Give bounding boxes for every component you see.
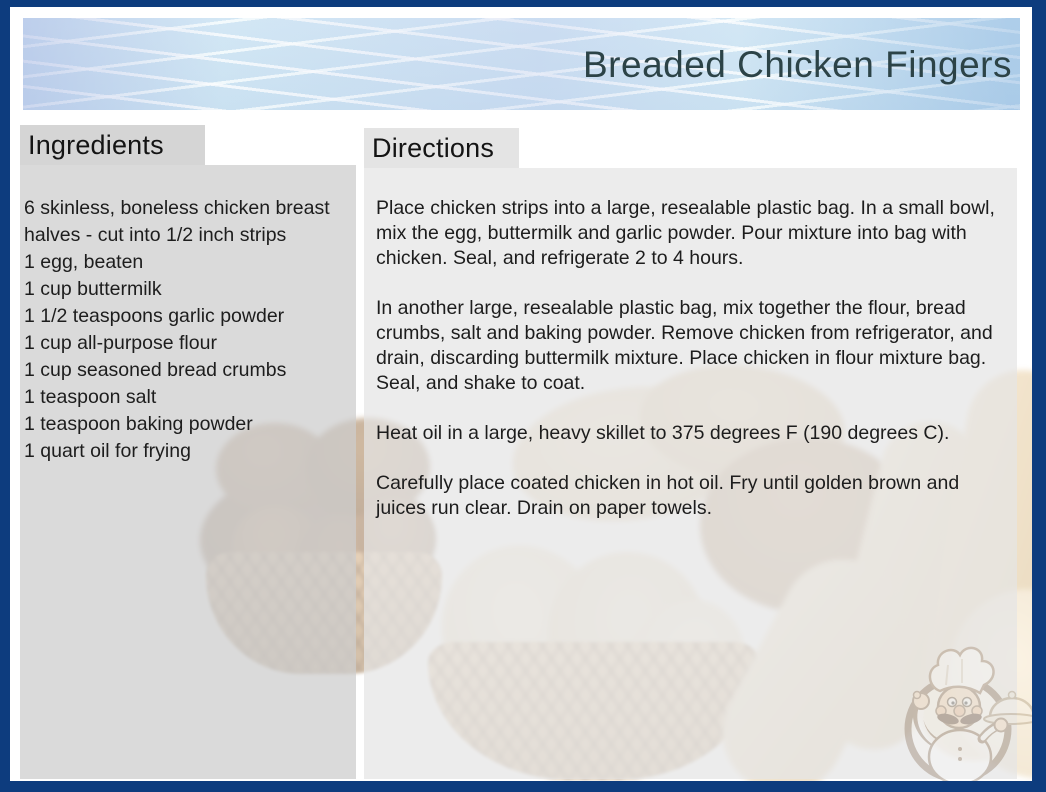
ingredient-item: 6 skinless, boneless chicken breast halves - cut into 1/2 inch strips	[24, 197, 330, 246]
ingredients-heading-box	[20, 125, 205, 165]
direction-paragraph: In another large, resealable plastic bag, mix together the flour, bread crumbs, salt and baking powder. Remove chicken from refrigerator, and drain, discarding buttermilk mixture. Place chicken in flour mixture bag. Seal, and shake to coat.	[376, 297, 993, 394]
ingredient-item: 1 egg, beaten	[24, 251, 144, 273]
ingredients-heading: Ingredients	[28, 129, 164, 160]
ingredients-panel	[20, 165, 356, 779]
page-border-right	[1032, 0, 1046, 792]
page-border-bottom	[0, 781, 1046, 792]
page-title: Breaded Chicken Fingers	[583, 44, 1012, 85]
ingredient-item: 1 cup buttermilk	[24, 278, 162, 300]
ingredient-item: 1 cup seasoned bread crumbs	[24, 359, 287, 381]
ingredients-list	[24, 195, 352, 465]
direction-paragraph: Carefully place coated chicken in hot oil. Fry until golden brown and juices run clear. Drain on paper towels.	[376, 472, 960, 519]
page-border-left	[0, 0, 10, 792]
header-banner	[23, 18, 1020, 110]
directions-heading: Directions	[372, 132, 495, 163]
ingredient-item: 1 1/2 teaspoons garlic powder	[24, 305, 285, 327]
ingredient-item: 1 cup all-purpose flour	[24, 332, 217, 354]
ingredient-item: 1 quart oil for frying	[24, 440, 191, 462]
chef-with-serving-dome-icon	[896, 643, 1036, 785]
page-border-top	[0, 0, 1046, 7]
direction-paragraph: Heat oil in a large, heavy skillet to 375 degrees F (190 degrees C).	[376, 422, 950, 444]
ingredient-item: 1 teaspoon baking powder	[24, 413, 253, 435]
ingredient-item: 1 teaspoon salt	[24, 386, 157, 408]
direction-paragraph: Place chicken strips into a large, resealable plastic bag. In a small bowl, mix the egg, buttermilk and garlic powder. Pour mixture into bag with chicken. Seal, and refrigerate 2 to 4 hours.	[376, 197, 995, 269]
directions-heading-box	[364, 128, 519, 168]
